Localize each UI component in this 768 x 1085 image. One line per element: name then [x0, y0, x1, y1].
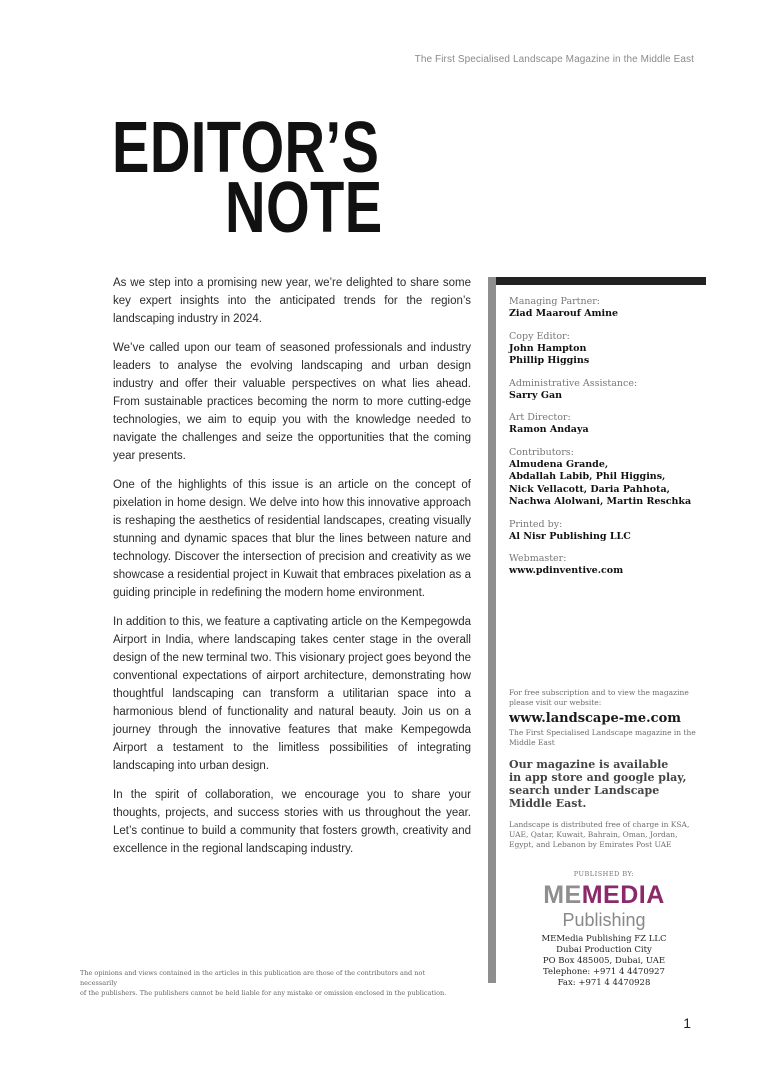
masthead-role [509, 519, 709, 544]
magazine-tagline: The First Specialised Landscape Magazine in the Middle East [414, 54, 694, 65]
sidebar-top-rule [496, 277, 706, 285]
role-label: Copy Editor: [509, 330, 570, 342]
role-name: Al Nisr Publishing LLC [509, 530, 631, 542]
masthead-role [509, 412, 709, 437]
dist-line: Landscape is distributed free of charge in KSA, [509, 820, 690, 829]
disclaimer-line: The opinions and views contained in the articles in this publication are those of the contributors and not necessarily [80, 969, 425, 987]
role-label: Printed by: [509, 518, 563, 530]
address-line: Fax: +971 4 4470928 [557, 978, 651, 988]
role-name: Abdallah Labib, Phil Higgins, [509, 471, 666, 482]
role-name: Sarry Gan [509, 389, 563, 401]
body-paragraph: We’ve called upon our team of seasoned professionals and industry leaders to analyse the evolving landscaping and urban design industry and offer their valuable perspectives on what lies ahead. From sustainable practices becoming the norm to more cutting-edge technologies, we aim to equip you with the knowledge needed to navigate the challenges and seize the opportunities that the coming year presents. [113, 342, 471, 462]
promo-tagline: The First Specialised Landscape magazine in the [509, 728, 696, 737]
body-paragraph: As we step into a promising new year, we’re delighted to share some key expert insights into the anticipated trends for the region’s landscaping industry in 2024. [113, 277, 471, 325]
address-line: Dubai Production City [556, 945, 652, 955]
masthead [509, 296, 709, 588]
role-label: Managing Partner: [509, 296, 600, 307]
subscription-promo [509, 688, 699, 850]
address-line: PO Box 485005, Dubai, UAE [542, 956, 666, 966]
disclaimer-line: of the publishers. The publishers cannot be held liable for any mistake or omission enclosed in the publication. [80, 989, 447, 997]
role-label: Contributors: [509, 446, 574, 458]
memedia-logo [509, 880, 699, 910]
role-label: Art Director: [509, 412, 571, 423]
role-label: Webmaster: [509, 553, 567, 564]
subscribe-text: please visit our website: [509, 698, 602, 707]
address-line: Telephone: +971 4 4470927 [543, 967, 665, 977]
app-line: search under Landscape [509, 784, 660, 797]
role-name: Ramon Andaya [509, 424, 589, 435]
subscribe-text: For free subscription and to view the magazine [509, 688, 689, 697]
role-name: Almudena Grande, [509, 458, 609, 470]
page-title [112, 108, 383, 248]
webmaster-link[interactable]: www.pdinventive.com [509, 565, 624, 576]
app-line: Our magazine is available [509, 758, 669, 771]
disclaimer [80, 968, 460, 998]
masthead-role [509, 331, 709, 368]
role-label: Administrative Assistance: [509, 377, 638, 389]
role-name: Ziad Maarouf Amine [509, 308, 619, 319]
title-line-2: NOTE [225, 168, 383, 248]
address-line: MEMedia Publishing FZ LLC [541, 934, 667, 944]
app-line: Middle East. [509, 797, 587, 810]
promo-tagline: Middle East [509, 738, 555, 747]
publisher-block [509, 870, 699, 989]
sidebar-left-rule [488, 277, 496, 983]
logo-media: MEDIA [581, 881, 665, 909]
role-name: John Hampton [509, 342, 587, 354]
masthead-role [509, 553, 709, 578]
role-name: Nick Vellacott, Daria Pahhota, [509, 483, 670, 495]
app-line: in app store and google play, [509, 771, 687, 784]
body-paragraph: In addition to this, we feature a captivating article on the Kempegowda Airport in India, where landscaping takes center stage in the overall design of the new terminal two. This visionary project goes beyond the conventional expectations of airport architecture, demonstrating how thoughtful landscaping can transform a utilitarian space into a harmonious blend of functionality and natural beauty. Join us on a journey through the innovative features that make Kempegowda Airport a testament to the limitless possibilities of integrating landscaping into urban design. [113, 616, 471, 772]
distribution-note [509, 820, 699, 850]
logo-subtitle: Publishing [562, 910, 646, 930]
role-name: Phillip Higgins [509, 355, 590, 366]
role-name: Nachwa Alolwani, Martin Reschka [509, 496, 692, 507]
publisher-address [509, 934, 699, 989]
website-link[interactable]: www.landscape-me.com [509, 711, 682, 726]
body-paragraph: In the spirit of collaboration, we encourage you to share your thoughts, projects, and success stories with us throughout the year. Let’s continue to build a community that fosters growth, creativity and excellence in the regional landscaping industry. [113, 789, 471, 855]
body-paragraph: One of the highlights of this issue is an article on the concept of pixelation in home design. We delve into how this innovative approach is reshaping the aesthetics of residential landscapes, creating visually stunning and dynamic spaces that blur the lines between nature and technology. Discover the intersection of precision and creativity as we showcase a residential project in Kuwait that embraces pixelation as a guiding principle in redefining the modern home environment. [113, 479, 471, 599]
published-by-label: PUBLISHED BY: [573, 870, 635, 878]
dist-line: UAE, Qatar, Kuwait, Bahrain, Oman, Jordan, [509, 830, 678, 839]
editor-note-body [113, 274, 471, 869]
masthead-role [509, 296, 709, 321]
logo-me: ME [543, 881, 582, 909]
dist-line: Egypt, and Lebanon by Emirates Post UAE [509, 840, 672, 849]
masthead-role [509, 447, 709, 509]
masthead-role [509, 378, 709, 403]
title-line-1: EDITOR’S [112, 108, 380, 188]
app-availability [509, 758, 699, 810]
page-number: 1 [683, 1015, 691, 1031]
